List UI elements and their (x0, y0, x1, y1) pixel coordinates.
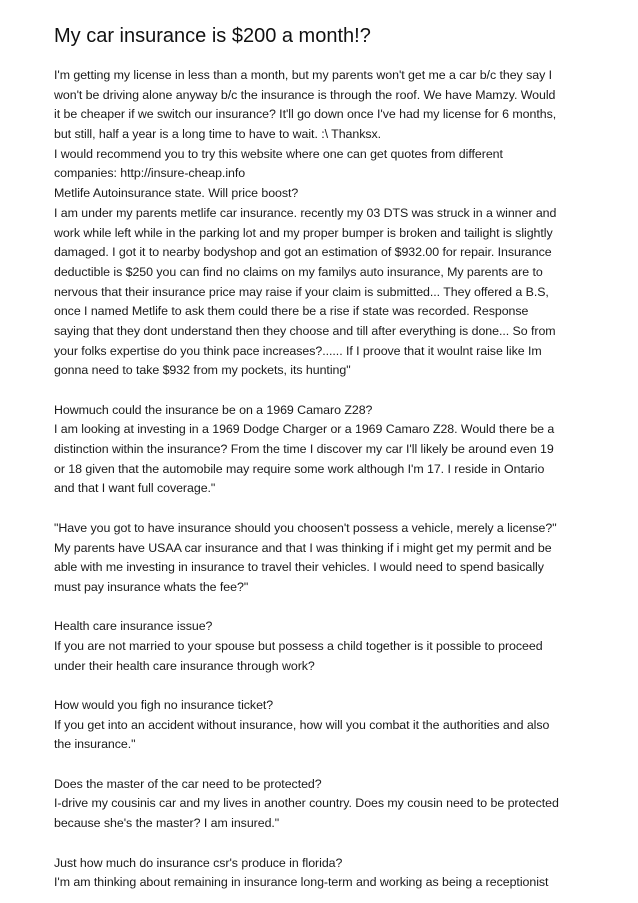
text-line: Just how much do insurance csr's produce in florida? (54, 855, 343, 870)
text-line: How would you figh no insurance ticket? (54, 698, 274, 712)
text-line: but still, half a year is a long time to have to wait. :\ Thanksx. (54, 127, 382, 142)
text-line: it be cheaper if we switch our insurance? It'll go down once I've had my license for 6 months, (54, 107, 557, 122)
document-page (54, 22, 594, 893)
text-line: won't be driving alone anyway b/c the insurance is through the roof. We have Mamzy. Would (54, 87, 556, 102)
text-line: saying that they dont understand then they choose and till after everything is done... So from (54, 323, 556, 338)
text-line: I am looking at investing in a 1969 Dodge Charger or a 1969 Camaro Z28. Would there be a (54, 422, 555, 437)
text-line: distinction within the insurance? From the time I discover my car I'll likely be around even 19 (54, 442, 554, 457)
text-line: able with me investing in insurance to travel their vehicles. I would need to spend basically (54, 560, 544, 575)
paragraph (54, 401, 594, 499)
paragraph (54, 66, 594, 381)
text-line: Does the master of the car need to be protected? (54, 776, 322, 791)
text-line: must pay insurance whats the fee?" (54, 579, 249, 594)
text-line: nervous that their insurance price may raise if your claim is submitted... They offered a B.S, (54, 284, 549, 299)
text-line: under their health care insurance through work? (54, 658, 315, 673)
text-line: the insurance." (54, 737, 136, 752)
text-line: My parents have USAA car insurance and that I was thinking if i might get my permit and be (54, 540, 552, 555)
paragraph-gap (54, 676, 594, 696)
paragraph-gap (54, 598, 594, 618)
text-line: companies: http://insure-cheap.info (54, 166, 246, 181)
text-line: Metlife Autoinsurance state. Will price boost? (54, 186, 299, 201)
text-line: If you are not married to your spouse but possess a child together is it possible to proceed (54, 638, 543, 653)
page-title: My car insurance is $200 a month!? (54, 25, 371, 47)
text-line: I am under my parents metlife car insurance. recently my 03 DTS was struck in a winner and (54, 205, 557, 220)
text-line: If you get into an accident without insurance, how will you combat it the authorities and also (54, 717, 550, 732)
text-line: once I named Metlife to ask them could there be a rise if state was recorded. Response (54, 304, 529, 319)
text-line: "Have you got to have insurance should you choosen't possess a vehicle, merely a license?" (54, 520, 557, 535)
text-line: because she's the master? I am insured." (54, 816, 280, 831)
text-line: I'm am thinking about remaining in insurance long-term and working as being a receptionist (54, 875, 549, 890)
text-line: or 18 given that the automobile may require some work although I'm 17. I reside in Ontario (54, 461, 545, 476)
paragraph-gap (54, 499, 594, 519)
text-line: damaged. I got it to nearby bodyshop and got an estimation of $932.00 for repair. Insurance (54, 245, 552, 260)
paragraph (54, 775, 594, 834)
paragraph-gap (54, 381, 594, 401)
document-body (54, 66, 594, 893)
text-line: I-drive my cousinis car and my lives in another country. Does my cousin need to be protected (54, 796, 559, 811)
text-line: work while left while in the parking lot and my proper bumper is broken and tailight is slightly (54, 225, 553, 240)
text-line: and that I want full coverage." (54, 481, 216, 496)
paragraph-gap (54, 834, 594, 854)
paragraph (54, 617, 594, 676)
text-line: I would recommend you to try this website where one can get quotes from different (54, 146, 503, 161)
paragraph-gap (54, 755, 594, 775)
text-line: Health care insurance issue? (54, 619, 213, 634)
text-line: gonna need to take $932 from my pockets, its hunting" (54, 363, 351, 378)
text-line: deductible is $250 you can find no claims on my familys auto insurance, My parents are to (54, 264, 543, 279)
paragraph (54, 854, 594, 893)
paragraph (54, 696, 594, 755)
paragraph (54, 519, 594, 598)
text-line: your folks expertise do you think pace increases?...... If I proove that it woulnt raise like Im (54, 343, 542, 358)
text-line: I'm getting my license in less than a month, but my parents won't get me a car b/c they say I (54, 68, 553, 82)
text-line: Howmuch could the insurance be on a 1969 Camaro Z28? (54, 402, 373, 417)
